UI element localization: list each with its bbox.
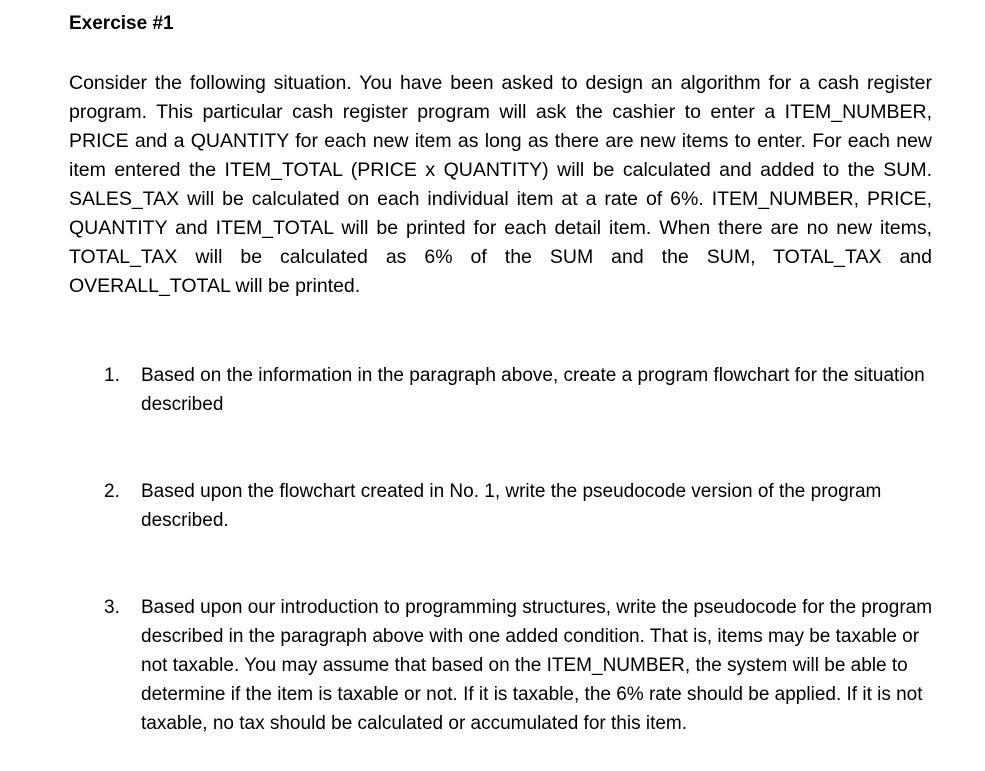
- question-item-2: [104, 477, 934, 535]
- question-item-3: [104, 593, 934, 738]
- question-number: 1.: [104, 365, 120, 386]
- question-text: Based upon our introduction to programming structures, write the pseudocode for the program described in the paragraph above with one added condition. That is, items may be taxable or not taxable. You may assume that based on the ITEM_NUMBER, the system will be able to determine if the item is taxable or not. If it is taxable, the 6% rate should be applied. If it is not taxable, no tax should be calculated or accumulated for this item.: [141, 597, 933, 734]
- question-number: 3.: [104, 597, 120, 618]
- exercise-title: Exercise #1: [69, 13, 174, 34]
- question-number: 2.: [104, 481, 120, 502]
- situation-paragraph: Consider the following situation. You have been asked to design an algorithm for a cash register program. This particular cash register program will ask the cashier to enter a ITEM_NUMBER, PRICE and a QUANTITY for each new item as long as there are new items to enter. For each new item entered the ITEM_TOTAL (PRICE x QUANTITY) will be calculated and added to the SUM. SALES_TAX will be calculated on each individual item at a rate of 6%. ITEM_NUMBER, PRICE, QUANTITY and ITEM_TOTAL will be printed for each detail item. When there are no new items, TOTAL_TAX will be calculated as 6% of the SUM and the SUM, TOTAL_TAX and OVERALL_TOTAL will be printed.: [69, 72, 932, 297]
- question-text: Based upon the flowchart created in No. 1, write the pseudocode version of the program described.: [141, 481, 882, 531]
- question-item-1: [104, 361, 934, 419]
- question-text: Based on the information in the paragraph above, create a program flowchart for the situation described: [141, 365, 925, 415]
